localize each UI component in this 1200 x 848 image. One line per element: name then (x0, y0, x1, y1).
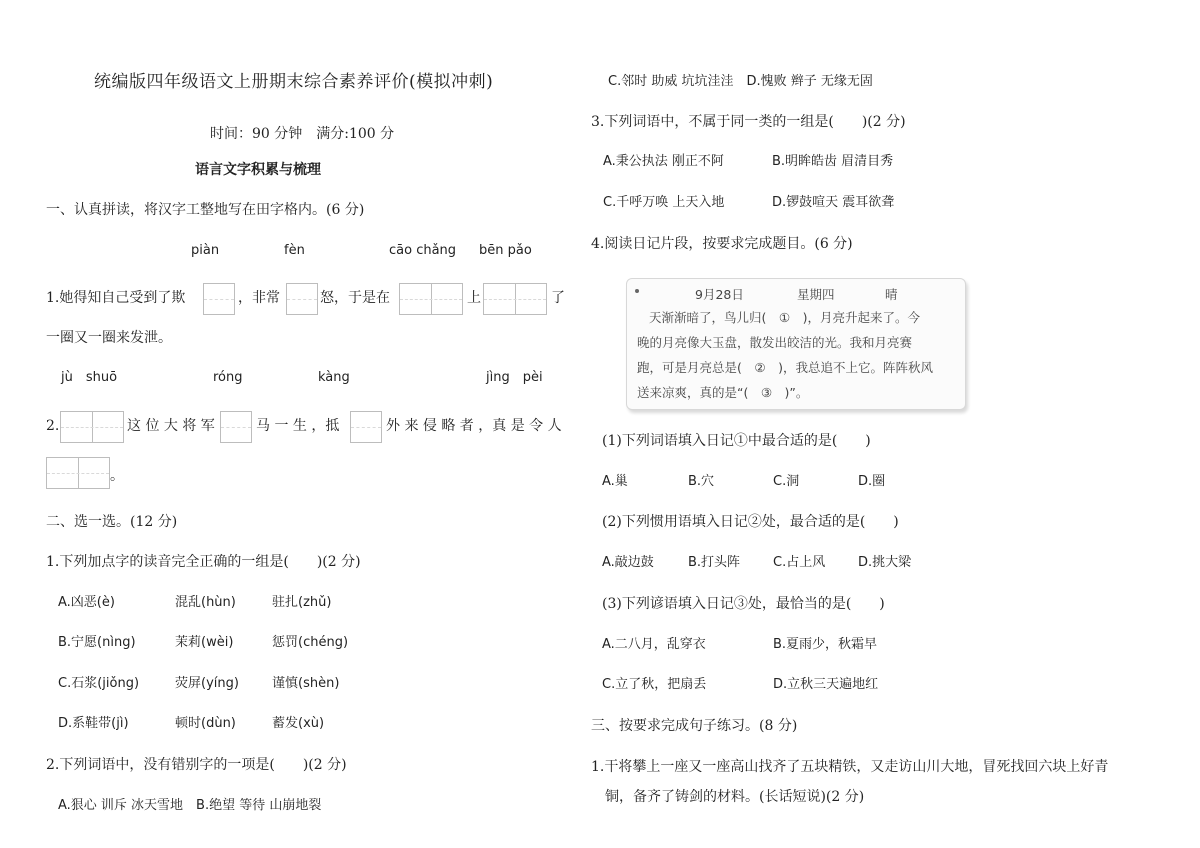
sentence1-part-c: 怒，于是在 (320, 290, 390, 306)
pinyin-rong: róng (213, 370, 243, 385)
q2-i1-opt-d-3: 蓄发(xù) (272, 716, 325, 731)
sub3-opt-d[interactable]: D.立秋三天遍地红 (773, 677, 879, 692)
sub2-opt-b[interactable]: B.打头阵 (688, 555, 741, 570)
q2-i1-opt-b-1[interactable]: B.宁愿(nìng) (58, 635, 136, 650)
sentence2-part-c: 马 一 生 ，抵 (256, 418, 340, 434)
diary-line-4: 送来凉爽，真的是“( ③ )”。 (637, 385, 809, 400)
q2-heading: 二、选一选。(12 分) (46, 514, 178, 530)
answer-box-fen[interactable] (286, 283, 318, 315)
q2-i3-opt-a[interactable]: A.秉公执法 刚正不阿 (603, 154, 724, 169)
answer-box-rong[interactable] (220, 411, 252, 443)
sentence2-part-a: 2. (46, 418, 60, 434)
pinyin-jingpei: jìng pèi (486, 370, 543, 385)
bullet-icon (635, 289, 639, 293)
exam-title: 统编版四年级语文上册期末综合素养评价(模拟冲刺) (94, 72, 494, 92)
q2-i1-opt-a-3: 驻扎(zhǔ) (272, 595, 332, 610)
q2-i1-opt-b-3: 惩罚(chéng) (272, 635, 349, 650)
diary-line-2: 晚的月亮像大玉盘，散发出皎洁的光。我和月亮赛 (637, 335, 913, 350)
q2-i3-opt-b[interactable]: B.明眸皓齿 眉清目秀 (772, 154, 894, 169)
sub3-opt-c[interactable]: C.立了秋，把扇丢 (602, 677, 707, 692)
answer-box-kang[interactable] (350, 411, 382, 443)
sentence1-part-f: 一圈又一圈来发泄。 (46, 330, 172, 346)
sub2-opt-a[interactable]: A.敲边鼓 (602, 555, 654, 570)
sub1-opt-a[interactable]: A.巢 (602, 474, 628, 489)
sub3-opt-b[interactable]: B.夏雨少，秋霜早 (773, 637, 878, 652)
q3-heading: 三、按要求完成句子练习。(8 分) (591, 718, 798, 734)
sentence1-part-a: 1.她得知自己受到了欺 (46, 290, 186, 306)
answer-box-benpao[interactable] (483, 283, 547, 315)
q2-i4-sub2: (2)下列惯用语填入日记②处，最合适的是( ) (602, 514, 899, 530)
pinyin-fen: fèn (284, 243, 305, 258)
answer-box-caochang[interactable] (399, 283, 463, 315)
q2-i1-opt-a-1[interactable]: A.凶恶(è) (58, 595, 115, 610)
sentence1-part-d: 上 (467, 290, 481, 306)
exam-meta: 时间：90 分钟 满分:100 分 (210, 126, 395, 142)
q2-i3-opt-c[interactable]: C.千呼万唤 上天入地 (603, 195, 725, 210)
q1-heading: 一、认真拼读，将汉字工整地写在田字格内。(6 分) (46, 202, 365, 218)
q2-i4-sub1: (1)下列词语填入日记①中最合适的是( ) (602, 433, 871, 449)
sentence2-part-d: 外 来 侵 略 者 ，真 是 令 人 (386, 418, 562, 434)
pinyin-benpao: bēn pǎo (479, 243, 532, 258)
q2-i2-options-ab[interactable]: A.狠心 训斥 冰天雪地 B.绝望 等待 山崩地裂 (58, 798, 322, 813)
pinyin-pian: piàn (191, 243, 220, 258)
q2-i2-options-cd[interactable]: C.邻时 助威 坑坑洼洼 D.愧败 辫子 无缘无固 (608, 74, 873, 89)
q2-i1-opt-c-3: 谨慎(shèn) (272, 676, 340, 691)
q2-i1-opt-d-1[interactable]: D.系鞋带(jì) (58, 716, 129, 731)
answer-box-pian[interactable] (203, 283, 235, 315)
q2-i1-opt-b-2: 茉莉(wèi) (175, 635, 234, 650)
sentence2-part-b: 这 位 大 将 军 (127, 418, 215, 434)
diary-line-3: 跑，可是月亮总是( ② )，我总追不上它。阵阵秋风 (637, 360, 933, 375)
q2-i1-opt-d-2: 顿时(dùn) (175, 716, 236, 731)
pinyin-kang: kàng (318, 370, 350, 385)
q2-i4-sub3: (3)下列谚语填入日记③处，最恰当的是( ) (602, 596, 885, 612)
q2-i1-opt-c-2: 荧屏(yíng) (175, 676, 239, 691)
q2-i1-opt-a-2: 混乱(hùn) (175, 595, 236, 610)
q3-item1-line2: 铜，备齐了铸剑的材料。(长话短说)(2 分) (605, 789, 865, 805)
sub2-opt-d[interactable]: D.挑大梁 (858, 555, 912, 570)
q3-item1-line1: 1.干将攀上一座又一座高山找齐了五块精铁，又走访山川大地，冒死找回六块上好青 (591, 759, 1109, 775)
diary-excerpt-card (626, 278, 966, 410)
diary-weather: 晴 (885, 287, 898, 302)
pinyin-jushuo: jù shuō (61, 370, 118, 385)
q2-item3: 3.下列词语中，不属于同一类的一组是( )(2 分) (591, 114, 906, 130)
pinyin-caochang: cāo chǎng (389, 243, 457, 258)
sub1-opt-b[interactable]: B.穴 (688, 474, 715, 489)
diary-line-1: 天渐渐暗了，鸟儿归( ① )，月亮升起来了。今 (649, 310, 920, 325)
sentence1-part-e: 了 (551, 290, 565, 306)
q2-item1: 1.下列加点字的读音完全正确的一组是( )(2 分) (46, 554, 361, 570)
sub1-opt-d[interactable]: D.圈 (858, 474, 886, 489)
answer-box-jushuo[interactable] (60, 411, 124, 443)
q2-i1-opt-c-1[interactable]: C.石浆(jiǒng) (58, 676, 140, 691)
sub1-opt-c[interactable]: C.洞 (773, 474, 800, 489)
sub3-opt-a[interactable]: A.二八月，乱穿衣 (602, 637, 706, 652)
q2-item4: 4.阅读日记片段，按要求完成题目。(6 分) (591, 236, 853, 252)
sentence1-part-b: ，非常 (238, 290, 280, 306)
diary-date: 9月28日 (695, 287, 744, 302)
q2-i3-opt-d[interactable]: D.锣鼓喧天 震耳欲聋 (772, 195, 895, 210)
q2-item2: 2.下列词语中，没有错别字的一项是( )(2 分) (46, 757, 347, 773)
answer-box-jingpei[interactable] (46, 457, 110, 489)
diary-weekday: 星期四 (797, 287, 835, 302)
sentence2-part-e: 。 (110, 468, 124, 484)
section-heading: 语言文字积累与梳理 (195, 162, 321, 178)
sub2-opt-c[interactable]: C.占上风 (773, 555, 826, 570)
